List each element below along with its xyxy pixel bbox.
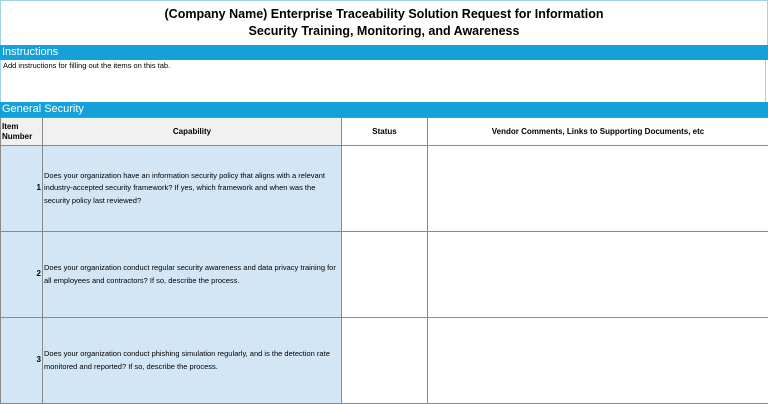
item-number-cell[interactable]: 2 [1, 232, 43, 318]
comments-cell[interactable] [428, 232, 768, 318]
title-block [0, 0, 768, 45]
table-row [1, 318, 768, 404]
item-number-cell[interactable]: 1 [1, 146, 43, 232]
instructions-text[interactable]: Add instructions for filling out the items on this tab. [0, 60, 766, 102]
header-row [1, 118, 768, 146]
status-cell[interactable] [342, 232, 428, 318]
capability-header: Capability [43, 118, 342, 146]
table-row [1, 146, 768, 232]
capability-cell[interactable]: Does your organization conduct regular security awareness and data privacy training for all employees and contractors? If so, describe the process. [43, 232, 342, 318]
item-number-header [1, 118, 43, 146]
comments-cell[interactable] [428, 318, 768, 404]
status-header: Status [342, 118, 428, 146]
item-header-line1: Item [2, 122, 42, 132]
capability-cell[interactable]: Does your organization have an information security policy that aligns with a relevant industry-accepted security framework? If yes, which framework and when was the security policy last reviewed? [43, 146, 342, 232]
status-cell[interactable] [342, 146, 428, 232]
section-header: General Security [0, 102, 768, 117]
comments-header: Vendor Comments, Links to Supporting Documents, etc [428, 118, 768, 146]
status-cell[interactable] [342, 318, 428, 404]
table-row [1, 232, 768, 318]
page-title: (Company Name) Enterprise Traceability Solution Request for Information [1, 6, 767, 23]
page-subtitle: Security Training, Monitoring, and Awareness [1, 23, 767, 40]
item-number-cell[interactable]: 3 [1, 318, 43, 404]
item-header-line2: Number [2, 132, 42, 142]
instructions-header: Instructions [0, 45, 768, 60]
capability-cell[interactable]: Does your organization conduct phishing simulation regularly, and is the detection rate monitored and reported? If so, describe the process. [43, 318, 342, 404]
comments-cell[interactable] [428, 146, 768, 232]
capability-table [0, 117, 768, 404]
